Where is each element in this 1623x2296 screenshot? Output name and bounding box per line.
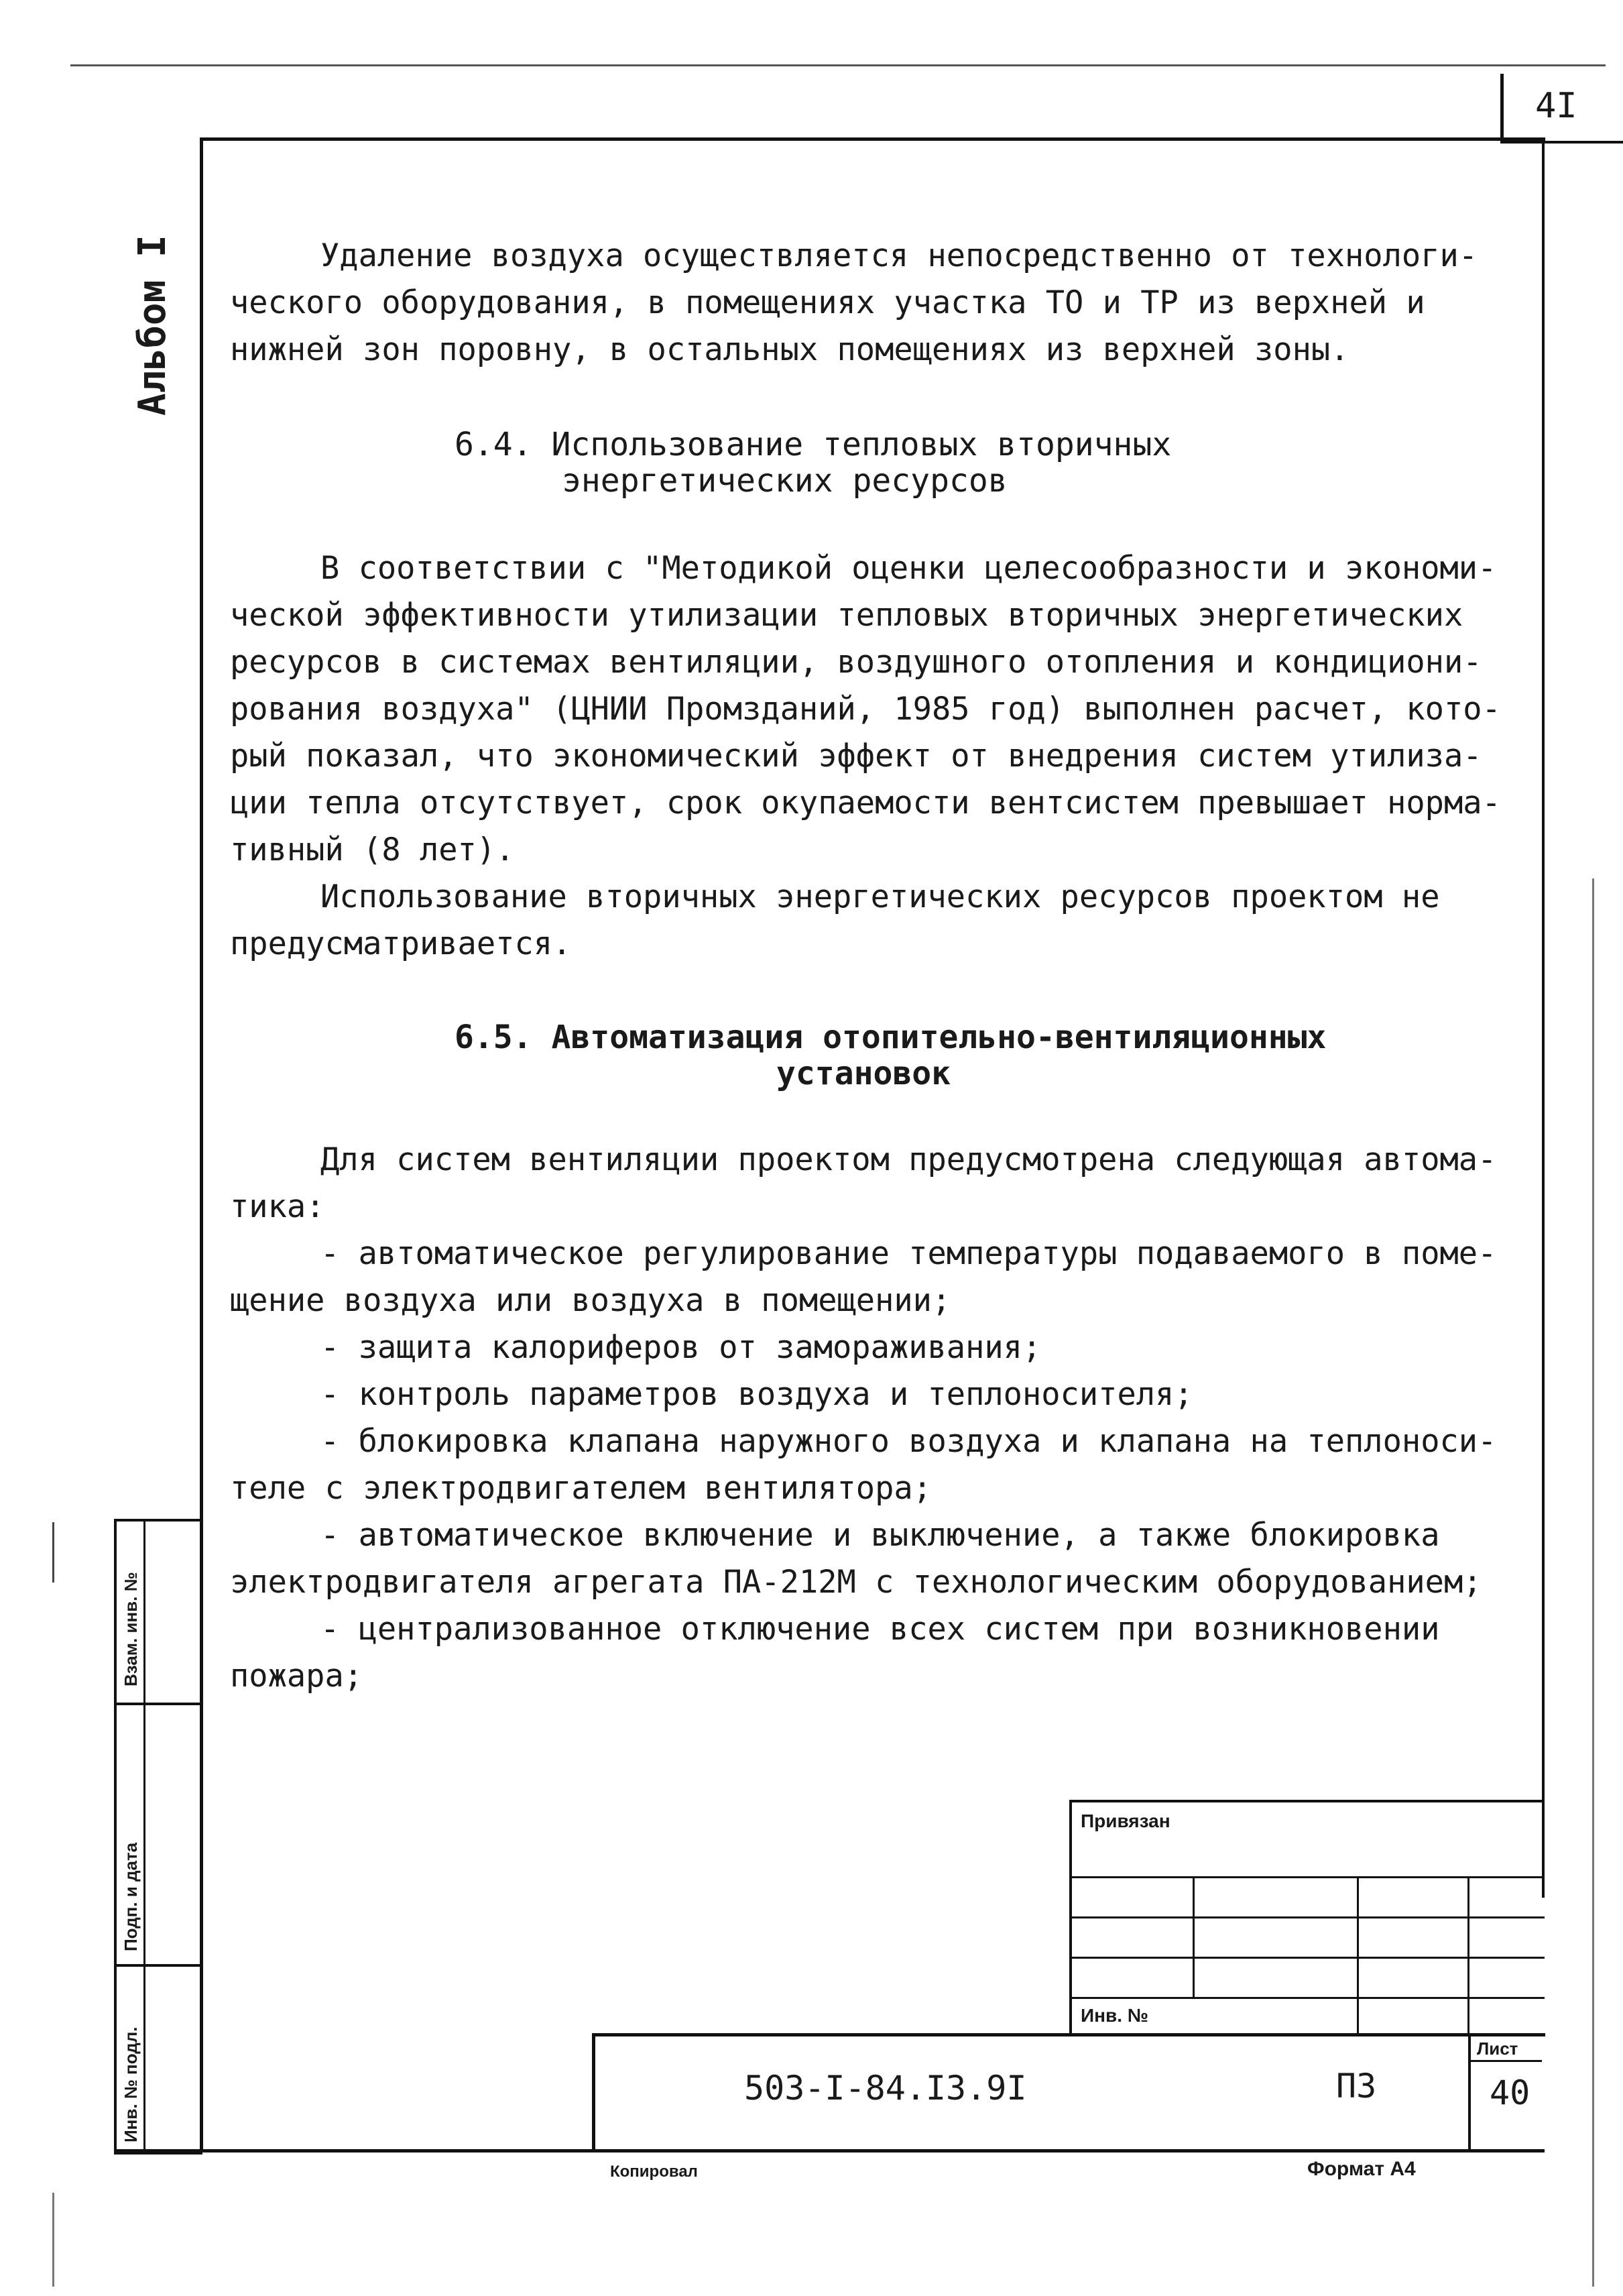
sheet-label: Лист: [1477, 2039, 1518, 2059]
text-line: ческого оборудования, в помещениях участка ТО и ТР из верхней и: [230, 284, 1425, 321]
text-line: электродвигателя агрегата ПА-212М с технологическим оборудованием;: [230, 1564, 1482, 1601]
heading-line: 6.4. Использование тепловых вторичных: [455, 426, 1172, 463]
text-line: пожара;: [230, 1658, 363, 1695]
heading-line: 6.5. Автоматизация отопительно-вентиляционных: [455, 1019, 1327, 1056]
stamp-label-vzam: Взам. инв. №: [121, 1572, 141, 1686]
format-label: Формат А4: [1307, 2158, 1416, 2180]
title-block: [592, 2033, 1545, 2152]
text-line: рый показал, что экономический эффект от внедрения систем утилиза-: [230, 738, 1482, 774]
text-line: тивный (8 лет).: [230, 831, 515, 868]
text-line: ции тепла отсутствует, срок окупаемости вентсистем превышает норма-: [230, 785, 1501, 821]
text-line: Для систем вентиляции проектом предусмотрена следующая автома-: [320, 1141, 1497, 1178]
strip-column-line: [143, 1522, 145, 2152]
list-item: - автоматическое включение и выключение, а также блокировка: [320, 1517, 1440, 1554]
top-rule: [70, 64, 1606, 66]
page-number: 4I: [1535, 86, 1577, 126]
text-line: рования воздуха" (ЦНИИ Промзданий, 1985 год) выполнен расчет, кото-: [230, 691, 1501, 728]
text-line: предусматривается.: [230, 925, 572, 962]
strip-separator: [117, 1703, 202, 1705]
text-line: щение воздуха или воздуха в помещении;: [230, 1282, 951, 1319]
grid-line: [1193, 1876, 1195, 1997]
copied-label: Копировал: [610, 2163, 698, 2181]
album-label: Альбом I: [131, 235, 174, 416]
list-item: - централизованное отключение всех систем при возникновении: [320, 1611, 1440, 1648]
grid-line: [1072, 1916, 1545, 1918]
text-line: тика:: [230, 1188, 325, 1225]
text-line: теле с электродвигателем вентилятора;: [230, 1470, 932, 1507]
frame-right-border: [1542, 141, 1545, 1898]
scan-edge-line-left: [52, 2193, 54, 2287]
list-item: - контроль параметров воздуха и теплоносителя;: [320, 1376, 1193, 1413]
list-item: - блокировка клапана наружного воздуха и клапана на теплоноси-: [320, 1423, 1497, 1460]
grid-line: [1072, 1997, 1545, 1999]
stamp-label-podp: Подп. и дата: [121, 1842, 141, 1951]
heading-line: установок: [776, 1055, 951, 1092]
stamp-label-inv: Инв. № подл.: [121, 2026, 141, 2142]
grid-line: [1357, 1876, 1359, 2036]
strip-separator: [117, 1964, 202, 1967]
grid-line: [1467, 1876, 1469, 2036]
text-line: Использование вторичных энергетических ресурсов проектом не: [320, 878, 1440, 915]
text-line: нижней зон поровну, в остальных помещениях из верхней зоны.: [230, 331, 1349, 368]
text-line: В соответствии с "Методикой оценки целесообразности и экономи-: [320, 550, 1497, 587]
binding-label: Привязан: [1081, 1811, 1170, 1831]
binding-grid: [1069, 1800, 1545, 2036]
heading-line: энергетических ресурсов: [562, 462, 1008, 500]
inventory-label: Инв. №: [1081, 2005, 1149, 2026]
sheet-number: 40: [1490, 2073, 1530, 2112]
list-item: - автоматическое регулирование температуры подаваемого в поме-: [320, 1235, 1497, 1272]
document-type: ПЗ: [1336, 2067, 1377, 2106]
text-line: ческой эффективности утилизации тепловых вторичных энергетических: [230, 597, 1463, 634]
document-code: 503-I-84.I3.9I: [744, 2069, 1027, 2108]
margin-tick: [52, 1522, 54, 1583]
grid-line: [1072, 1957, 1545, 1959]
text-line: ресурсов в системах вентиляции, воздушного отопления и кондициони-: [230, 644, 1482, 681]
scan-edge-line: [1592, 878, 1594, 2287]
text-line: Удаление воздуха осуществляется непосредственно от технологи-: [320, 237, 1478, 274]
sheet-box-separator: [1468, 2060, 1542, 2062]
grid-line: [1072, 1876, 1545, 1878]
list-item: - защита калориферов от замораживания;: [320, 1329, 1042, 1366]
